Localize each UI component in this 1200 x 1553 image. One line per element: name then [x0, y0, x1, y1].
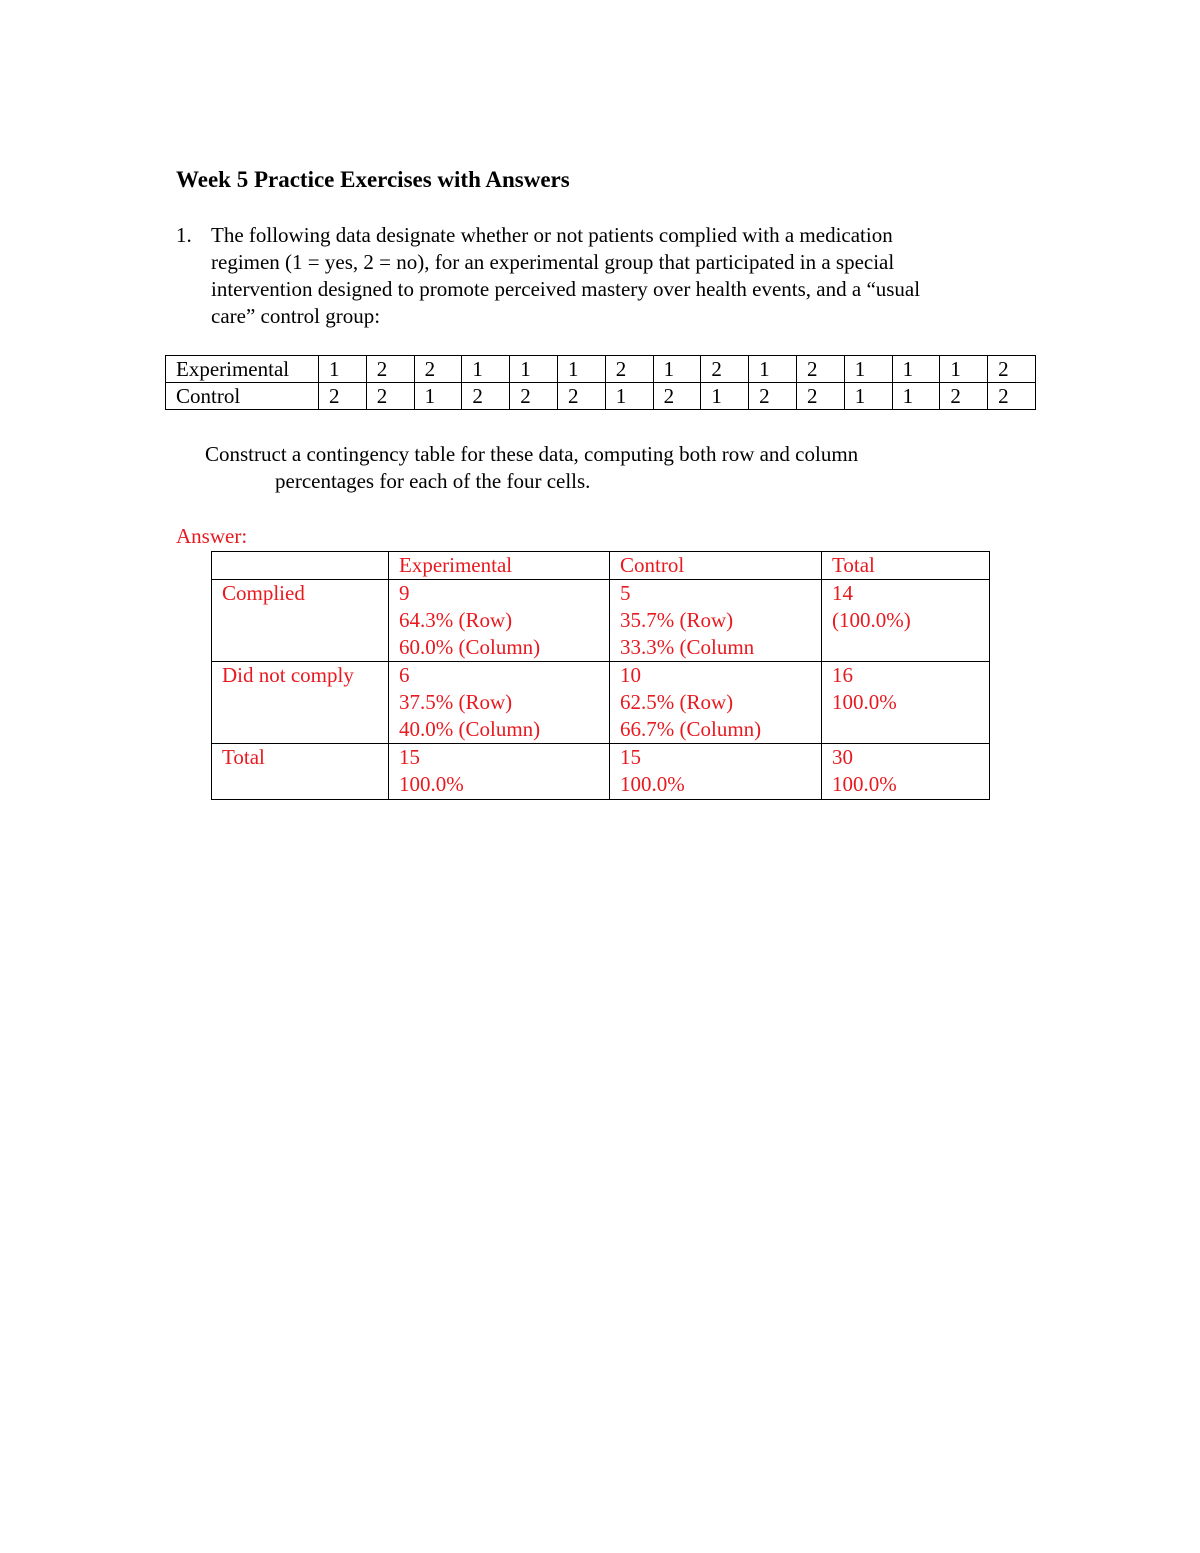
question-number: 1.: [176, 223, 192, 247]
question-line: care” control group:: [211, 304, 381, 328]
data-cell: 2: [319, 383, 367, 410]
table-cell: 15 100.0%: [389, 744, 610, 800]
row-label: Control: [166, 383, 319, 410]
table-cell: 9 64.3% (Row) 60.0% (Column): [389, 580, 610, 662]
data-cell: 2: [749, 383, 797, 410]
data-cell: 2: [366, 383, 414, 410]
answer-label: Answer:: [176, 524, 248, 548]
header-cell: Experimental: [389, 552, 610, 580]
table-row-experimental: [166, 356, 1036, 383]
data-cell: 1: [844, 383, 892, 410]
data-cell: 2: [988, 383, 1036, 410]
data-cell: 1: [557, 356, 605, 383]
table-row-total: [212, 744, 990, 800]
table-row-control: [166, 383, 1036, 410]
question-text: [211, 222, 1041, 330]
instruction-line: Construct a contingency table for these data, computing both row and column: [205, 442, 859, 466]
data-cell: 2: [414, 356, 462, 383]
data-cell: 1: [510, 356, 558, 383]
instruction-text: [205, 441, 1005, 495]
header-cell: Control: [610, 552, 822, 580]
data-cell: 2: [796, 356, 844, 383]
row-label: Complied: [212, 580, 389, 662]
data-cell: 2: [366, 356, 414, 383]
compliance-data-table: [165, 355, 1036, 410]
data-cell: 1: [940, 356, 988, 383]
data-cell: 1: [414, 383, 462, 410]
instruction-line: percentages for each of the four cells.: [275, 469, 591, 493]
table-cell: 10 62.5% (Row) 66.7% (Column): [610, 662, 822, 744]
question-line: intervention designed to promote perceived mastery over health events, and a “usual: [211, 277, 921, 301]
table-row-complied: [212, 580, 990, 662]
data-cell: 2: [988, 356, 1036, 383]
data-cell: 1: [892, 356, 940, 383]
data-cell: 1: [653, 356, 701, 383]
header-cell: [212, 552, 389, 580]
data-cell: 2: [605, 356, 653, 383]
data-cell: 1: [892, 383, 940, 410]
table-cell: 16 100.0%: [822, 662, 990, 744]
data-cell: 2: [796, 383, 844, 410]
contingency-table: [211, 551, 990, 800]
table-cell: 15 100.0%: [610, 744, 822, 800]
row-label: Experimental: [166, 356, 319, 383]
question-line: The following data designate whether or not patients complied with a medication: [211, 223, 893, 247]
header-cell: Total: [822, 552, 990, 580]
row-label: Did not comply: [212, 662, 389, 744]
data-cell: 1: [462, 356, 510, 383]
data-cell: 1: [605, 383, 653, 410]
data-cell: 2: [510, 383, 558, 410]
data-cell: 1: [701, 383, 749, 410]
data-cell: 1: [844, 356, 892, 383]
data-cell: 2: [940, 383, 988, 410]
data-cell: 2: [653, 383, 701, 410]
table-cell: 14 (100.0%): [822, 580, 990, 662]
page-title: Week 5 Practice Exercises with Answers: [176, 167, 570, 192]
data-cell: 2: [557, 383, 605, 410]
question-line: regimen (1 = yes, 2 = no), for an experimental group that participated in a special: [211, 250, 895, 274]
table-cell: 6 37.5% (Row) 40.0% (Column): [389, 662, 610, 744]
data-cell: 1: [319, 356, 367, 383]
table-row-did-not-comply: [212, 662, 990, 744]
table-header-row: [212, 552, 990, 580]
table-cell: 5 35.7% (Row) 33.3% (Column: [610, 580, 822, 662]
data-cell: 2: [701, 356, 749, 383]
row-label: Total: [212, 744, 389, 800]
data-cell: 2: [462, 383, 510, 410]
table-cell: 30 100.0%: [822, 744, 990, 800]
data-cell: 1: [749, 356, 797, 383]
